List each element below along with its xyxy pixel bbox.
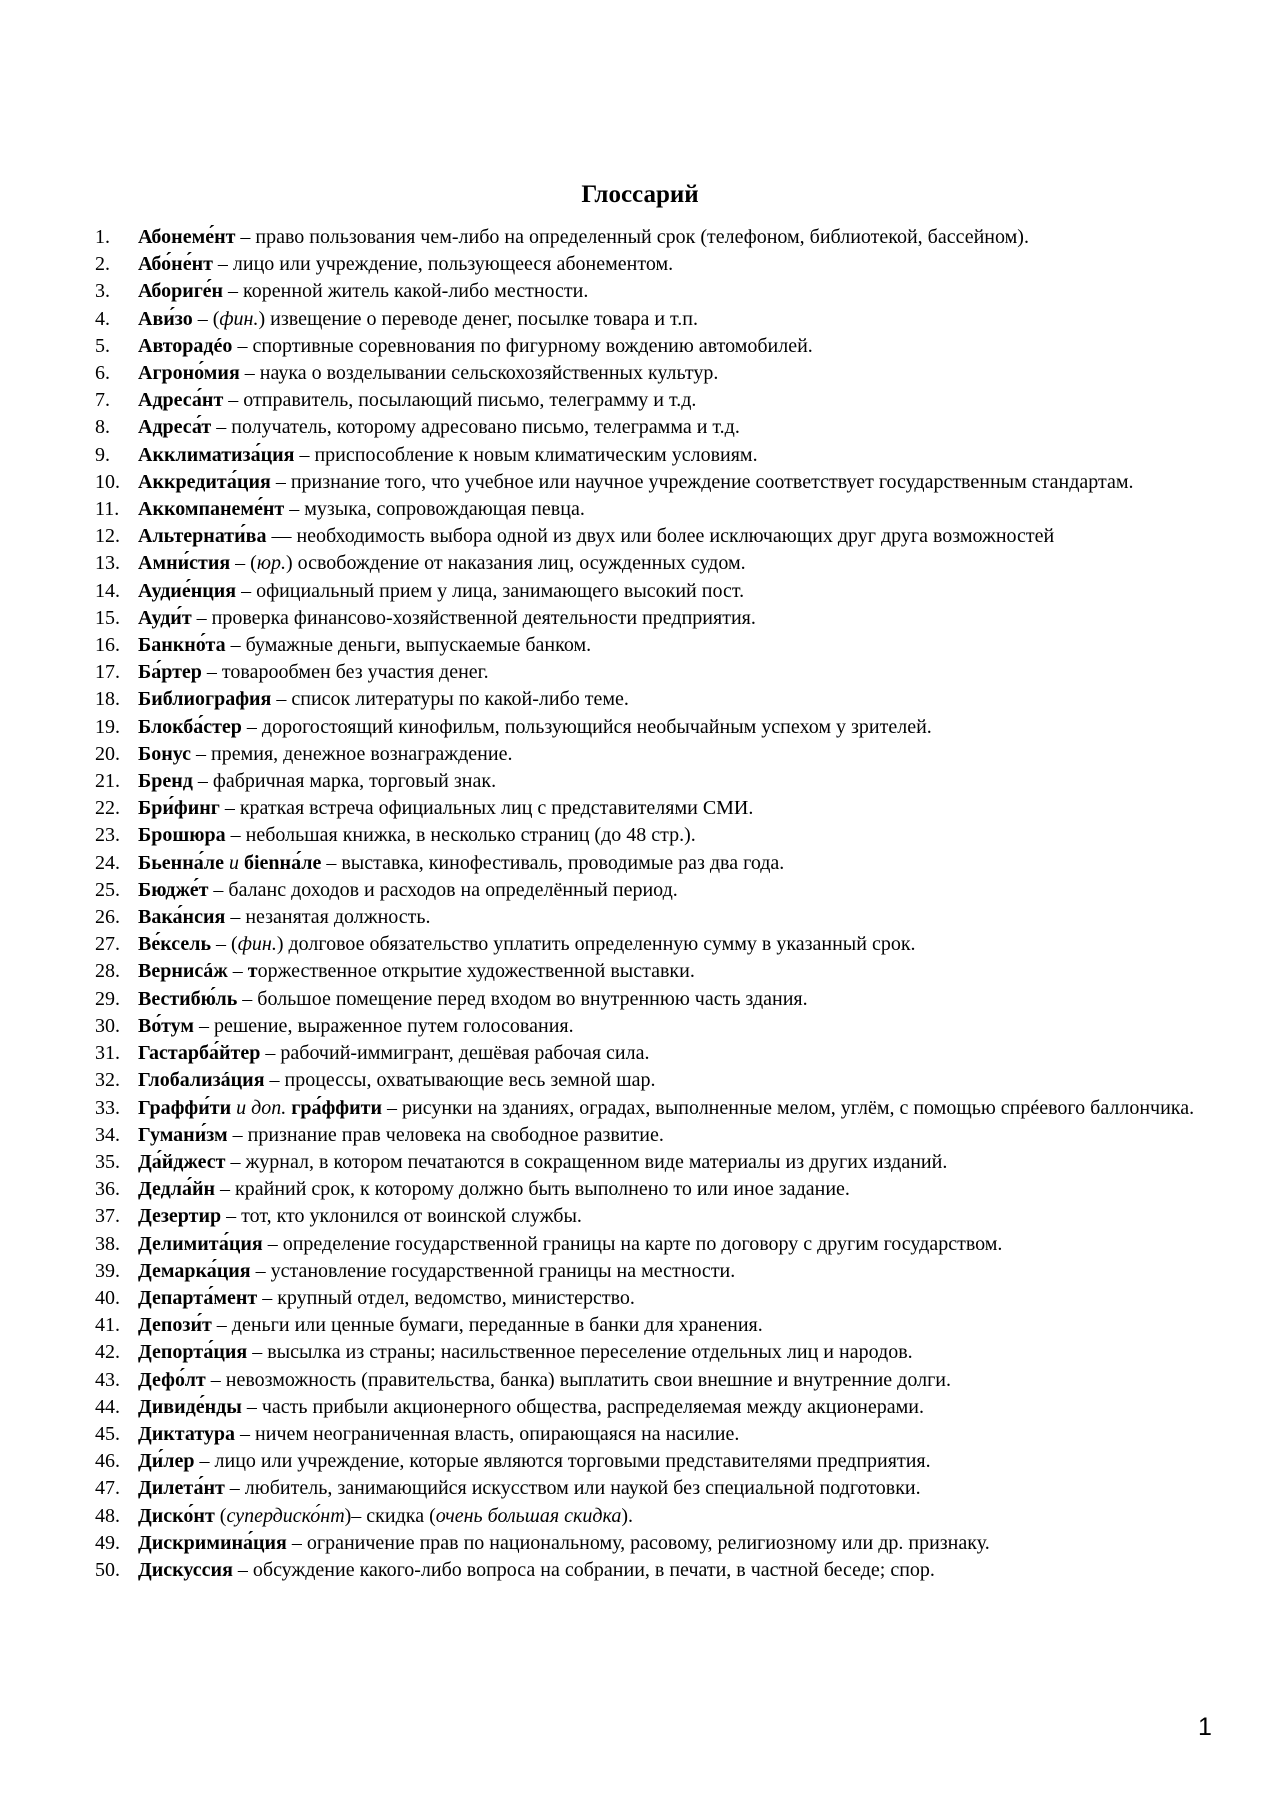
entry-term: Диско́нт — [138, 1504, 215, 1527]
glossary-entry — [95, 1530, 1224, 1557]
entry-term: Дискуссия — [138, 1558, 233, 1581]
entry-definition: – ( — [211, 933, 238, 956]
entry-definition: )– скидка ( — [344, 1504, 436, 1527]
glossary-entry — [95, 550, 1224, 577]
entry-term: Дивиде́нды — [138, 1395, 242, 1418]
entry-definition: — необходимость выбора одной из двух или более исключающих друг друга возможностей — [266, 525, 1055, 548]
entry-definition: – краткая встреча официальных лиц с представителями СМИ. — [219, 797, 754, 820]
glossary-entry — [95, 850, 1224, 877]
entry-term: т — [247, 960, 258, 983]
entry-definition: – большое помещение перед входом во внутреннюю часть здания. — [237, 987, 808, 1010]
entry-number: 45. — [95, 1422, 120, 1445]
entry-number: 21. — [95, 770, 120, 793]
entry-definition: – дорогостоящий кинофильм, пользующийся необычайным успехом у зрителей. — [241, 715, 932, 738]
entry-number: 50. — [95, 1558, 120, 1581]
entry-definition: – ограничение прав по национальному, расовому, религиозному или др. признаку. — [286, 1531, 990, 1554]
entry-term: Аккредита́ция — [138, 470, 271, 493]
glossary-entry — [95, 1285, 1224, 1312]
glossary-entry — [95, 360, 1224, 387]
glossary-entry — [95, 333, 1224, 360]
entry-number: 41. — [95, 1314, 120, 1337]
entry-number: 2. — [95, 253, 110, 276]
entry-term: Авторадéо — [138, 334, 233, 357]
entry-definition: – проверка финансово-хозяйственной деятельности предприятия. — [191, 606, 756, 629]
entry-definition: – товарообмен без участия денег. — [201, 661, 489, 684]
entry-term: Дедла́йн — [138, 1178, 216, 1201]
glossary-entry — [95, 1557, 1224, 1584]
glossary-entry — [95, 877, 1224, 904]
entry-number: 28. — [95, 960, 120, 983]
entry-definition: – рисунки на зданиях, оградах, выполненные мелом, углём, с помощью спрéевого баллончика. — [382, 1096, 1195, 1119]
entry-number: 46. — [95, 1450, 120, 1473]
entry-term: Бри́финг — [138, 797, 220, 820]
entry-number: 20. — [95, 742, 120, 765]
entry-number: 47. — [95, 1477, 120, 1500]
glossary-entry — [95, 904, 1224, 931]
entry-definition: ) долговое обязательство уплатить определенную сумму в указанный срок. — [276, 933, 916, 956]
entry-term: Дезертир — [138, 1205, 222, 1228]
glossary-entry — [95, 1339, 1224, 1366]
entry-note: супердиско́нт — [226, 1504, 345, 1527]
entry-term: Гастарба́йтер — [138, 1042, 261, 1065]
entry-term: Бюдже́т — [138, 878, 209, 901]
glossary-entry — [95, 1448, 1224, 1475]
entry-definition: – наука о возделывании сельскохозяйственных культур. — [239, 362, 719, 385]
glossary-entry — [95, 1503, 1224, 1530]
entry-term: Абориге́н — [138, 280, 224, 303]
entry-definition: – обсуждение какого-либо вопроса на собрании, в печати, в частной беседе; спор. — [232, 1558, 935, 1581]
entry-definition: – лицо или учреждение, пользующееся абонементом. — [212, 253, 674, 276]
entry-term: Да́йджест — [138, 1150, 226, 1173]
glossary-list — [95, 224, 1224, 1584]
entry-definition: – незанятая должность. — [225, 906, 431, 929]
entry-definition: – приспособление к новым климатическим условиям. — [294, 443, 758, 466]
glossary-entry — [95, 931, 1224, 958]
entry-number: 13. — [95, 552, 120, 575]
entry-definition: – часть прибыли акционерного общества, распределяемая между акционерами. — [241, 1395, 924, 1418]
entry-number: 8. — [95, 416, 110, 439]
entry-term: Агроно́мия — [138, 362, 240, 385]
entry-number: 49. — [95, 1531, 120, 1554]
entry-number: 1. — [95, 226, 110, 248]
glossary-entry — [95, 496, 1224, 523]
entry-term: Бренд — [138, 770, 193, 793]
entry-definition: – небольшая книжка, в несколько страниц (до 48 стр.). — [225, 824, 696, 847]
entry-term: Абонеме́нт — [138, 226, 236, 248]
glossary-entry — [95, 714, 1224, 741]
entry-definition: – ( — [192, 307, 220, 330]
glossary-entry — [95, 1312, 1224, 1339]
entry-definition: – коренной житель какой-либо местности. — [223, 280, 589, 303]
entry-definition: – музыка, сопровождающая певца. — [284, 498, 585, 521]
entry-number: 40. — [95, 1286, 120, 1309]
glossary-entry — [95, 1149, 1224, 1176]
entry-number: 29. — [95, 987, 120, 1010]
entry-definition: – установление государственной границы на местности. — [250, 1259, 736, 1282]
entry-number: 31. — [95, 1042, 120, 1065]
entry-term: Ауди́т — [138, 606, 192, 629]
entry-number: 10. — [95, 470, 120, 493]
entry-number: 4. — [95, 307, 110, 330]
glossary-entry — [95, 1040, 1224, 1067]
entry-term: Депози́т — [138, 1314, 212, 1337]
entry-note: юр. — [256, 552, 286, 575]
entry-term: Альтернати́ва — [138, 525, 267, 548]
entry-term: Ве́ксель — [138, 933, 212, 956]
glossary-entry — [95, 686, 1224, 713]
entry-definition: – бумажные деньги, выпускаемые банком. — [225, 634, 592, 657]
page-number: 1 — [1198, 1713, 1212, 1741]
glossary-entry — [95, 1095, 1224, 1122]
entry-definition: – рабочий-иммигрант, дешёвая рабочая сила. — [260, 1042, 650, 1065]
entry-term: Вака́нсия — [138, 906, 226, 929]
entry-number: 23. — [95, 824, 120, 847]
page-title: Глоссарий — [581, 181, 699, 208]
entry-number: 6. — [95, 362, 110, 385]
entry-definition: – признание того, что учебное или научное учреждение соответствует государственным стандартам. — [270, 470, 1134, 493]
entry-number: 33. — [95, 1096, 120, 1119]
entry-term: Диктатура — [138, 1422, 236, 1445]
entry-term: Брошюра — [138, 824, 226, 847]
entry-term: Вестибю́ль — [138, 987, 238, 1010]
entry-definition: – право пользования чем-либо на определенный срок (телефоном, библиотекой, бассейном). — [235, 226, 1029, 248]
entry-number: 9. — [95, 443, 110, 466]
entry-definition: – премия, денежное вознаграждение. — [191, 742, 513, 765]
entry-note: и — [224, 851, 244, 874]
entry-term: Библиография — [138, 688, 272, 711]
glossary-entry — [95, 387, 1224, 414]
glossary-entry — [95, 1421, 1224, 1448]
entry-term: Адреса́нт — [138, 389, 224, 412]
glossary-entry — [95, 1231, 1224, 1258]
glossary-entry — [95, 578, 1224, 605]
glossary-entry — [95, 768, 1224, 795]
entry-number: 25. — [95, 878, 120, 901]
entry-term: Амни́стия — [138, 552, 231, 575]
entry-number: 44. — [95, 1395, 120, 1418]
entry-number: 42. — [95, 1341, 120, 1364]
glossary-entry — [95, 986, 1224, 1013]
entry-definition: – спортивные соревнования по фигурному вождению автомобилей. — [232, 334, 813, 357]
entry-definition: – процессы, охватывающие весь земной шар. — [264, 1069, 656, 1092]
entry-definition: – крайний срок, к которому должно быть выполнено то или иное задание. — [215, 1178, 850, 1201]
glossary-entry — [95, 659, 1224, 686]
entry-term: Дилета́нт — [138, 1477, 225, 1500]
entry-number: 7. — [95, 389, 110, 412]
entry-definition: – ( — [230, 552, 257, 575]
entry-note: очень большая скидка — [435, 1504, 622, 1527]
entry-number: 15. — [95, 606, 120, 629]
entry-definition: ) освобождение от наказания лиц, осужденных судом. — [285, 552, 746, 575]
entry-number: 37. — [95, 1205, 120, 1228]
glossary-entry — [95, 741, 1224, 768]
entry-number: 24. — [95, 851, 120, 874]
entry-definition: – определение государственной границы на карте по договору с другим государством. — [262, 1232, 1003, 1255]
entry-number: 17. — [95, 661, 120, 684]
glossary-entry — [95, 632, 1224, 659]
entry-term: Вернисáж — [138, 960, 228, 983]
glossary-entry — [95, 306, 1224, 333]
entry-number: 14. — [95, 579, 120, 602]
glossary-entry — [95, 278, 1224, 305]
entry-definition: – тот, кто уклонился от воинской службы. — [221, 1205, 582, 1228]
entry-number: 3. — [95, 280, 110, 303]
entry-number: 22. — [95, 797, 120, 820]
entry-term: Дискримина́ция — [138, 1531, 287, 1554]
glossary-entry — [95, 224, 1224, 251]
glossary-entry — [95, 1394, 1224, 1421]
entry-number: 27. — [95, 933, 120, 956]
entry-term: Бьенна́ле — [138, 851, 224, 874]
entry-definition: – высылка из страны; насильственное переселение отдельных лиц и народов. — [247, 1341, 913, 1364]
entry-definition: – баланс доходов и расходов на определённый период. — [208, 878, 678, 901]
entry-term: Ба́ртер — [138, 661, 202, 684]
glossary-entry — [95, 523, 1224, 550]
entry-number: 38. — [95, 1232, 120, 1255]
entry-number: 34. — [95, 1123, 120, 1146]
entry-number: 11. — [95, 498, 120, 521]
glossary-entry — [95, 605, 1224, 632]
glossary-entry — [95, 1013, 1224, 1040]
glossary-entry — [95, 1475, 1224, 1502]
entry-number: 39. — [95, 1259, 120, 1282]
entry-definition: ) извещение о переводе денег, посылке товара и т.п. — [258, 307, 698, 330]
entry-definition: – получатель, которому адресовано письмо, телеграмма и т.д. — [211, 416, 740, 439]
glossary-entry — [95, 414, 1224, 441]
entry-number: 19. — [95, 715, 120, 738]
entry-term: Ди́лер — [138, 1450, 195, 1473]
glossary-entry — [95, 442, 1224, 469]
entry-term: бienна́ле — [244, 851, 322, 874]
entry-definition: – решение, выраженное путем голосования. — [194, 1014, 574, 1037]
entry-term: Делимита́ция — [138, 1232, 263, 1255]
glossary-entry — [95, 1122, 1224, 1149]
entry-definition: ( — [214, 1504, 227, 1527]
entry-definition: – фабричная марка, торговый знак. — [192, 770, 497, 793]
entry-definition: оржественное открытие художественной выставки. — [257, 960, 695, 983]
entry-definition: – невозможность (правительства, банка) выплатить свои внешние и внутренние долги. — [205, 1368, 951, 1391]
entry-note: фин. — [237, 933, 277, 956]
entry-definition: ). — [621, 1504, 634, 1527]
glossary-entry — [95, 1367, 1224, 1394]
entry-definition: – журнал, в котором печатаются в сокращенном виде материалы из других изданий. — [225, 1150, 948, 1173]
entry-number: 32. — [95, 1069, 120, 1092]
entry-definition: – признание прав человека на свободное развитие. — [227, 1123, 664, 1146]
entry-number: 48. — [95, 1504, 120, 1527]
entry-term: Адреса́т — [138, 416, 212, 439]
entry-number: 16. — [95, 634, 120, 657]
entry-definition: – лицо или учреждение, которые являются торговыми представителями предприятия. — [194, 1450, 931, 1473]
entry-term: Акклиматиза́ция — [138, 443, 295, 466]
entry-term: Демарка́ция — [138, 1259, 251, 1282]
glossary-entry — [95, 1258, 1224, 1285]
entry-term: Во́тум — [138, 1014, 194, 1037]
glossary-entry — [95, 251, 1224, 278]
entry-term: Депорта́ция — [138, 1341, 248, 1364]
entry-term: Або́не́нт — [138, 253, 213, 276]
entry-number: 18. — [95, 688, 120, 711]
entry-term: Граффи́ти — [138, 1096, 232, 1119]
glossary-entry — [95, 1067, 1224, 1094]
entry-definition: – выставка, кинофестиваль, проводимые раз два года. — [321, 851, 785, 874]
entry-number: 35. — [95, 1150, 120, 1173]
entry-definition: – — [227, 960, 248, 983]
entry-term: Ави́зо — [138, 307, 193, 330]
entry-term: Банкно́та — [138, 634, 226, 657]
entry-term: гра́ффити — [291, 1096, 383, 1119]
entry-term: Департа́мент — [138, 1286, 258, 1309]
glossary-entry — [95, 958, 1224, 985]
glossary-entry — [95, 822, 1224, 849]
glossary-entry — [95, 1176, 1224, 1203]
entry-number: 26. — [95, 906, 120, 929]
entry-term: Блокба́стер — [138, 715, 242, 738]
entry-definition: – крупный отдел, ведомство, министерство. — [257, 1286, 635, 1309]
entry-number: 30. — [95, 1014, 120, 1037]
entry-term: Аудие́нция — [138, 579, 237, 602]
entry-number: 36. — [95, 1178, 120, 1201]
entry-definition: – любитель, занимающийся искусством или наукой без специальной подготовки. — [224, 1477, 921, 1500]
glossary-entry — [95, 469, 1224, 496]
entry-definition: – список литературы по какой-либо теме. — [271, 688, 629, 711]
entry-note: и доп. — [231, 1096, 292, 1119]
entry-term: Бонус — [138, 742, 192, 765]
entry-definition: – отправитель, посылающий письмо, телеграмму и т.д. — [223, 389, 697, 412]
entry-definition: – официальный прием у лица, занимающего высокий пост. — [236, 579, 745, 602]
entry-note: фин. — [219, 307, 259, 330]
entry-term: Аккомпанеме́нт — [138, 498, 285, 521]
glossary-entry — [95, 795, 1224, 822]
entry-term: Гумани́зм — [138, 1123, 228, 1146]
entry-definition: – деньги или ценные бумаги, переданные в банки для хранения. — [211, 1314, 763, 1337]
entry-number: 43. — [95, 1368, 120, 1391]
glossary-entry — [95, 1203, 1224, 1230]
entry-term: Дефо́лт — [138, 1368, 206, 1391]
entry-term: Глобализáция — [138, 1069, 265, 1092]
entry-definition: – ничем неограниченная власть, опирающаяся на насилие. — [235, 1422, 740, 1445]
entry-number: 12. — [95, 525, 120, 548]
entry-number: 5. — [95, 334, 110, 357]
